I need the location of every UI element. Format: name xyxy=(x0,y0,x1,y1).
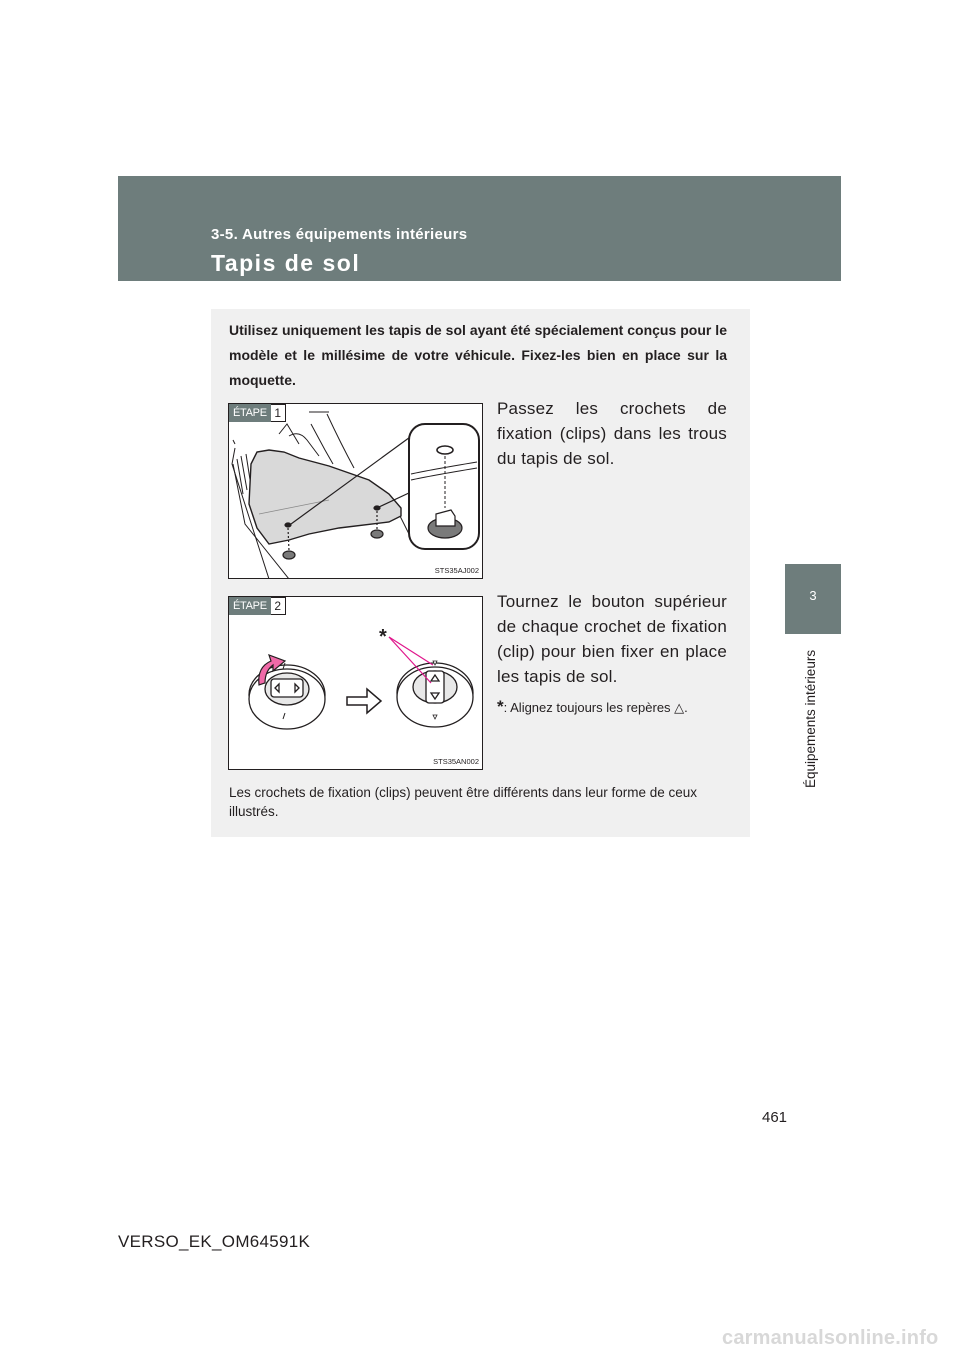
page-number: 461 xyxy=(762,1109,788,1126)
step-2-text: Tournez le bouton supérieur de chaque crochet de fixation (clip) pour bien fixer en place les tapis de sol. xyxy=(497,592,727,686)
step-2-figure xyxy=(228,596,483,770)
step-1-text: Passez les crochets de fixation (clips) dans les trous du tapis de sol. xyxy=(497,399,727,468)
closing-note: Les crochets de fixation (clips) peuvent être différents dans leur forme de ceux illustrés. xyxy=(229,785,697,819)
clip-rotation-illustration xyxy=(229,597,483,770)
footnote-star: * xyxy=(497,697,504,716)
step-word: ÉTAPE xyxy=(229,404,271,422)
arrow-right-icon xyxy=(347,689,381,713)
chapter-number: 3 xyxy=(809,588,817,603)
section-label: 3-5. Autres équipements intérieurs xyxy=(211,226,468,243)
chapter-tab[interactable] xyxy=(785,564,841,634)
intro-text: Utilisez uniquement les tapis de sol ayant été spécialement conçus pour le modèle et le millésime de votre véhicule. Fixez-les bien en place sur la moquette. xyxy=(229,322,727,388)
chapter-label: Équipements intérieurs xyxy=(803,650,818,789)
watermark-text: carmanualsonline.info xyxy=(722,1327,939,1349)
footnote-text: : Alignez toujours les repères △. xyxy=(503,700,688,715)
figure-code: STS35AJ002 xyxy=(434,566,479,575)
step-1-figure xyxy=(228,403,483,579)
page-title: Tapis de sol xyxy=(211,250,361,276)
callout-star: * xyxy=(379,626,387,648)
step-number: 1 xyxy=(271,404,286,422)
floor-mat-illustration xyxy=(229,404,483,579)
footnote xyxy=(497,697,737,717)
document-code: VERSO_EK_OM64591K xyxy=(118,1232,311,1251)
step-word: ÉTAPE xyxy=(229,597,271,615)
step-2-badge xyxy=(229,597,286,615)
step-number: 2 xyxy=(271,597,286,615)
figure-code: STS35AN002 xyxy=(433,757,479,766)
step-1-badge xyxy=(229,404,286,422)
watermark[interactable] xyxy=(722,1327,952,1353)
